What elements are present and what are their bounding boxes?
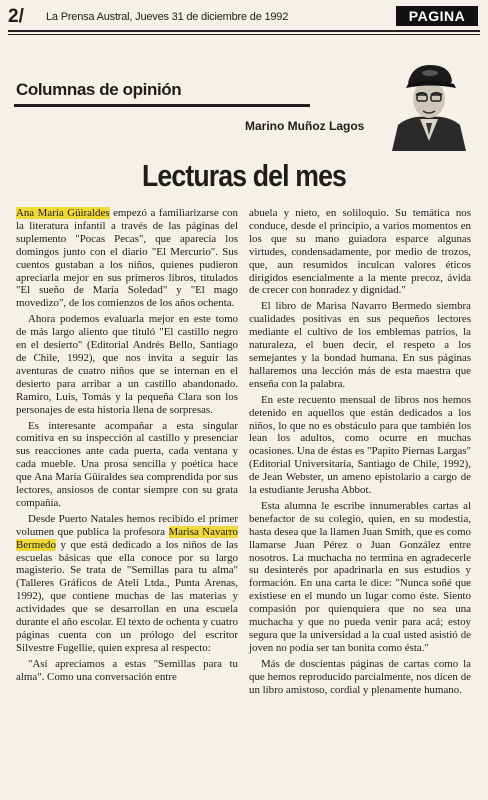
section-label: PAGINA: [396, 6, 478, 26]
paragraph: Es interesante acompañar a esta singular comitiva en su inspección al castillo y presenciar sus reacciones ante cada puerta, cada ventana y cada mueble. Una prosa sencilla y poética hace que Ana María Güiraldes sea comprendida por sus lectores, ansiosos de contar siempre con su grata compañía.: [16, 419, 238, 509]
author-byline: Marino Muñoz Lagos: [245, 119, 365, 133]
paragraph: Esta alumna le escribe innumerables cartas al benefactor de su colegio, quien, en su modestia, hasta desea que la llamen Juan Smith, que es como llamarse Juan Pérez o Juan González entre nosotros. La muchacha no termina en agradecerle su desinterés por apadrinarla en sus estudios y formación. En una carta le dice: "Nunca soñé que existiese en el mundo un lugar como éste. Siento compasión por quienquiera que no sea una muchacha y que no pueda venir para acá; estoy segura que la universidad a la cual usted asistió de joven no podía ser tan bonita como ésta.": [249, 499, 471, 654]
paragraph: Más de doscientas páginas de cartas como la que hemos reproducido parcialmente, nos dicen de un libro amistoso, cordial y plenamente humano.: [249, 657, 471, 696]
column-title: Columnas de opinión: [16, 80, 182, 99]
paragraph: [16, 513, 238, 655]
paragraph-text: empezó a familiarizarse con la literatura infantil a través de las páginas del suplemento "Pocas Pecas", que aparecía los domingos junto con el diario "El Mercurio". Sus cuentos gustaban a los niños, quienes pudieron apreciarla mejor en sus primeros libros, titulados "El sueño de María Soledad" y "El mago movedizo", de los comienzos de los años ochenta.: [16, 207, 238, 310]
headline: Lecturas del mes: [141, 158, 347, 193]
paragraph: El libro de Marisa Navarro Bermedo siembra cualidades positivas en sus pequeños lectores mediante el cultivo de los emblemas patrios, la naturaleza, el buen decir, el respeto a los semejantes y la bondad humana. En sus páginas hallaremos una lección más de esta maestra que enseña con la palabra.: [249, 300, 471, 390]
page-number: 2/: [8, 6, 24, 27]
highlighted-name: Ana María Güiraldes: [16, 207, 110, 219]
highlighted-name: Marisa Navarro Bermedo: [16, 525, 238, 551]
title-rule: [14, 104, 310, 107]
paragraph: En este recuento mensual de libros nos hemos detenido en aquellos que están dedicados a los niños, lo que no es obstáculo para que también los lean los adultos, como ocurre en muchas ocasiones. Una de éstas es "Papito Piernas Largas" (Editorial Universitaria, Santiago de Chile, 1992), de Jean Webster, un ameno epistolario a cargo de la estudiante Jerusha Abbot.: [249, 393, 471, 497]
page-header: [8, 6, 480, 28]
header-rule-thin: [8, 34, 480, 35]
article-column-right: [249, 207, 471, 700]
paragraph: "Así apreciamos a estas "Semillas para tu alma". Como una conversación entre: [16, 657, 238, 683]
paragraph-text: y que está dedicado a los niños de las escuelas básicas que ella conoce por su largo magisterio. Se trata de "Semillas para tu alma" (Talleres Gráficos de Atelí Ltda., Punta Arenas, 1992), que contiene muchas de las materias y actividades que se desarrollan en una escuela durante el año escolar. El texto de ochenta y cuatro páginas cuenta con un prólogo del escritor Silvestre Fugellie, quien expresa al respecto:: [16, 538, 238, 654]
header-rule: [8, 30, 480, 32]
paragraph-text: Desde Puerto Natales hemos recibido el primer volumen que publica la profesora: [16, 512, 238, 538]
paragraph: [16, 207, 238, 310]
paragraph: Ahora podemos evaluarla mejor en este tomo de más largo aliento que tituló "El castillo negro en el desierto" (Editorial Andrés Bello, Santiago de Chile, 1992), que nos invita a seguir las aventuras de cuatro niños que se internan en el desierto para arribar a un castillo abandonado. Ramiro, Luis, Tomás y la pequeña Clara son los personajes de esta historia llena de sorpresas.: [16, 313, 238, 416]
paragraph: abuela y nieto, en soliloquio. Su temática nos conduce, desde el principio, a varios momentos en los que su mano guiadora esparce algunas virtudes, condensadamente, por medio de trozos, que, aun resumidos inculcan valores éticos dirigidos esencialmente a la mente precoz, ávida de crecer con honradez y dignidad.": [249, 207, 471, 297]
author-portrait-icon: [390, 55, 468, 151]
publication-line: La Prensa Austral, Jueves 31 de diciembre de 1992: [46, 11, 289, 23]
article-column-left: [16, 207, 238, 687]
